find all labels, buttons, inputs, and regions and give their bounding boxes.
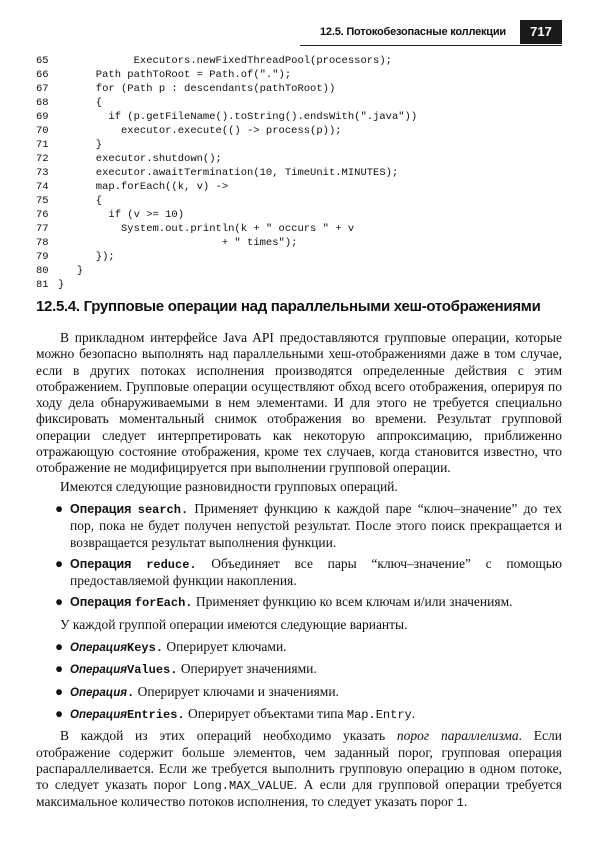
section-heading: 12.5.4. Групповые операции над параллельными хеш-отображениями xyxy=(36,298,541,315)
bullet: ● xyxy=(55,555,64,571)
code-text: if (p.getFileName().toString().endsWith(".java")) xyxy=(58,111,418,123)
op-label: Операция xyxy=(70,595,132,610)
final-text-1: В каждой из этих операций необходимо указать xyxy=(60,728,397,744)
header-rule xyxy=(300,45,562,46)
list-item xyxy=(36,556,562,590)
code-line xyxy=(36,236,566,250)
final-text-3: . А если для групповой операции требуется максимальное количество потоков исполнения, то следует указать порог xyxy=(36,777,562,810)
line-number: 76 xyxy=(36,209,49,221)
code-text: } xyxy=(58,265,84,277)
variant-prefix: Операция xyxy=(70,664,128,677)
line-number: 67 xyxy=(36,83,49,95)
op-name: reduce. xyxy=(146,557,197,572)
code-line xyxy=(36,278,566,292)
code-line xyxy=(36,194,566,208)
code-text: Executors.newFixedThreadPool(processors); xyxy=(58,55,392,67)
line-number: 72 xyxy=(36,153,49,165)
operations-list xyxy=(36,501,562,612)
bullet: ● xyxy=(55,683,64,699)
variant-suffix: Keys. xyxy=(127,641,164,656)
code-line xyxy=(36,124,566,138)
code-line xyxy=(36,180,566,194)
code-line xyxy=(36,264,566,278)
emphasis-term: порог параллелизма xyxy=(396,728,519,744)
code-text: } xyxy=(58,139,103,151)
kinds-intro: Имеются следующие разновидности групповых операций. xyxy=(60,478,398,494)
variant-suffix: Entries. xyxy=(127,707,185,722)
code-line xyxy=(36,152,566,166)
line-number: 74 xyxy=(36,181,49,193)
code-text: System.out.println(k + " occurs " + v xyxy=(58,223,355,235)
line-number: 77 xyxy=(36,223,49,235)
code-text: map.forEach((k, v) -> xyxy=(58,181,229,193)
final-paragraph xyxy=(36,728,562,811)
variant-desc: Оперирует значениями. xyxy=(177,661,317,677)
code-text: executor.execute(() -> process(p)); xyxy=(58,125,342,137)
inline-code: Map.Entry xyxy=(346,707,412,722)
code-line xyxy=(36,250,566,264)
variant-desc: Оперирует ключами и значениями. xyxy=(134,683,339,699)
code-text: { xyxy=(58,97,103,109)
list-item xyxy=(36,661,562,678)
variant-prefix: Операция xyxy=(70,642,128,655)
code-text: { xyxy=(58,195,103,207)
code-text: for (Path p : descendants(pathToRoot)) xyxy=(58,83,336,95)
chapter-title: 12.5. Потокобезопасные коллекции xyxy=(320,26,506,38)
code-listing xyxy=(36,54,566,292)
code-line xyxy=(36,138,566,152)
code-line xyxy=(36,54,566,68)
line-number: 78 xyxy=(36,237,49,249)
variant-desc: Оперирует ключами. xyxy=(163,639,287,655)
code-text: + " times"); xyxy=(58,237,298,249)
line-number: 80 xyxy=(36,265,49,277)
list-item xyxy=(36,684,562,701)
line-number: 75 xyxy=(36,195,49,207)
code-text: }); xyxy=(58,251,115,263)
line-number: 65 xyxy=(36,55,49,67)
list-item xyxy=(36,594,562,611)
code-line xyxy=(36,166,566,180)
variant-prefix: Операция xyxy=(70,686,128,699)
variant-end: . xyxy=(411,705,416,721)
line-number: 79 xyxy=(36,251,49,263)
code-line xyxy=(36,222,566,236)
variant-suffix: . xyxy=(127,685,135,700)
code-text: Path pathToRoot = Path.of("."); xyxy=(58,69,292,81)
code-line xyxy=(36,96,566,110)
bullet: ● xyxy=(55,661,64,677)
final-text-4: . xyxy=(463,794,468,810)
intro-paragraph: В прикладном интерфейсе Java API предоставляются групповые операции, которые можно безопасно выполнять над параллельными хеш-отображениями даже в том случае, если в других потоках исполнения производятся определенные действия с этим отображением. Групповые операции осуществляют обход всего отображения, оперируя по ходу дела обнаруживаемыми в нем элементами. И для этого не требуется специально фиксировать моментальный снимок отображения во времени. Результат групповой операции следует интерпретировать как некоторую аппроксимацию, приближенно отражающую состояние отображения, кроме тех случаев, когда становится известно, что отображение не модифицируется при выполнении групповой операции. xyxy=(36,330,562,476)
page-number: 717 xyxy=(520,20,562,44)
list-item xyxy=(36,501,562,551)
code-text: if (v >= 10) xyxy=(58,209,185,221)
bullet: ● xyxy=(55,639,64,655)
variant-suffix: Values. xyxy=(127,663,178,678)
op-name: search. xyxy=(137,502,189,517)
code-text: executor.awaitTermination(10, TimeUnit.MINUTES); xyxy=(58,167,399,179)
op-desc: Объединяет все пары “ключ–значение” с помощью предоставляемой функции накопления. xyxy=(70,555,562,589)
variant-prefix: Операция xyxy=(70,708,128,721)
line-number: 71 xyxy=(36,139,49,151)
final-text-2: . Если отображение содержит больше элементов, чем заданный порог, групповая операция распараллеливается. Если же требуется выполнить групповую операцию в одном потоке, то следует указать порог xyxy=(36,728,562,793)
code-line xyxy=(36,82,566,96)
op-label: Операция xyxy=(70,501,132,516)
line-number: 68 xyxy=(36,97,49,109)
line-number: 69 xyxy=(36,111,49,123)
code-line xyxy=(36,110,566,124)
inline-code: 1 xyxy=(456,796,464,811)
list-item xyxy=(36,639,562,656)
code-text: } xyxy=(58,279,65,291)
line-number: 73 xyxy=(36,167,49,179)
bullet: ● xyxy=(55,705,64,721)
list-item xyxy=(36,706,562,723)
code-line xyxy=(36,208,566,222)
inline-code: Long.MAX_VALUE xyxy=(193,779,294,794)
code-text: executor.shutdown(); xyxy=(58,153,222,165)
line-number: 70 xyxy=(36,125,49,137)
variant-desc: Оперирует объектами типа xyxy=(184,705,347,721)
op-label: Операция xyxy=(70,556,132,571)
variants-intro: У каждой группой операции имеются следующие варианты. xyxy=(60,616,408,632)
bullet: ● xyxy=(55,594,64,610)
code-line xyxy=(36,68,566,82)
op-name: forEach. xyxy=(134,596,193,611)
running-head xyxy=(300,20,562,46)
bullet: ● xyxy=(55,500,64,516)
op-desc: Применяет функцию ко всем ключам и/или значениям. xyxy=(192,594,513,610)
line-number: 81 xyxy=(36,279,49,291)
variants-list xyxy=(36,639,562,723)
body-text xyxy=(36,330,562,812)
op-desc: Применяет функцию к каждой паре “ключ–значение” до тех пор, пока не будет получен непустой результат. После этого поиск прекращается и возвращается результат выполнения функции. xyxy=(70,500,563,550)
line-number: 66 xyxy=(36,69,49,81)
